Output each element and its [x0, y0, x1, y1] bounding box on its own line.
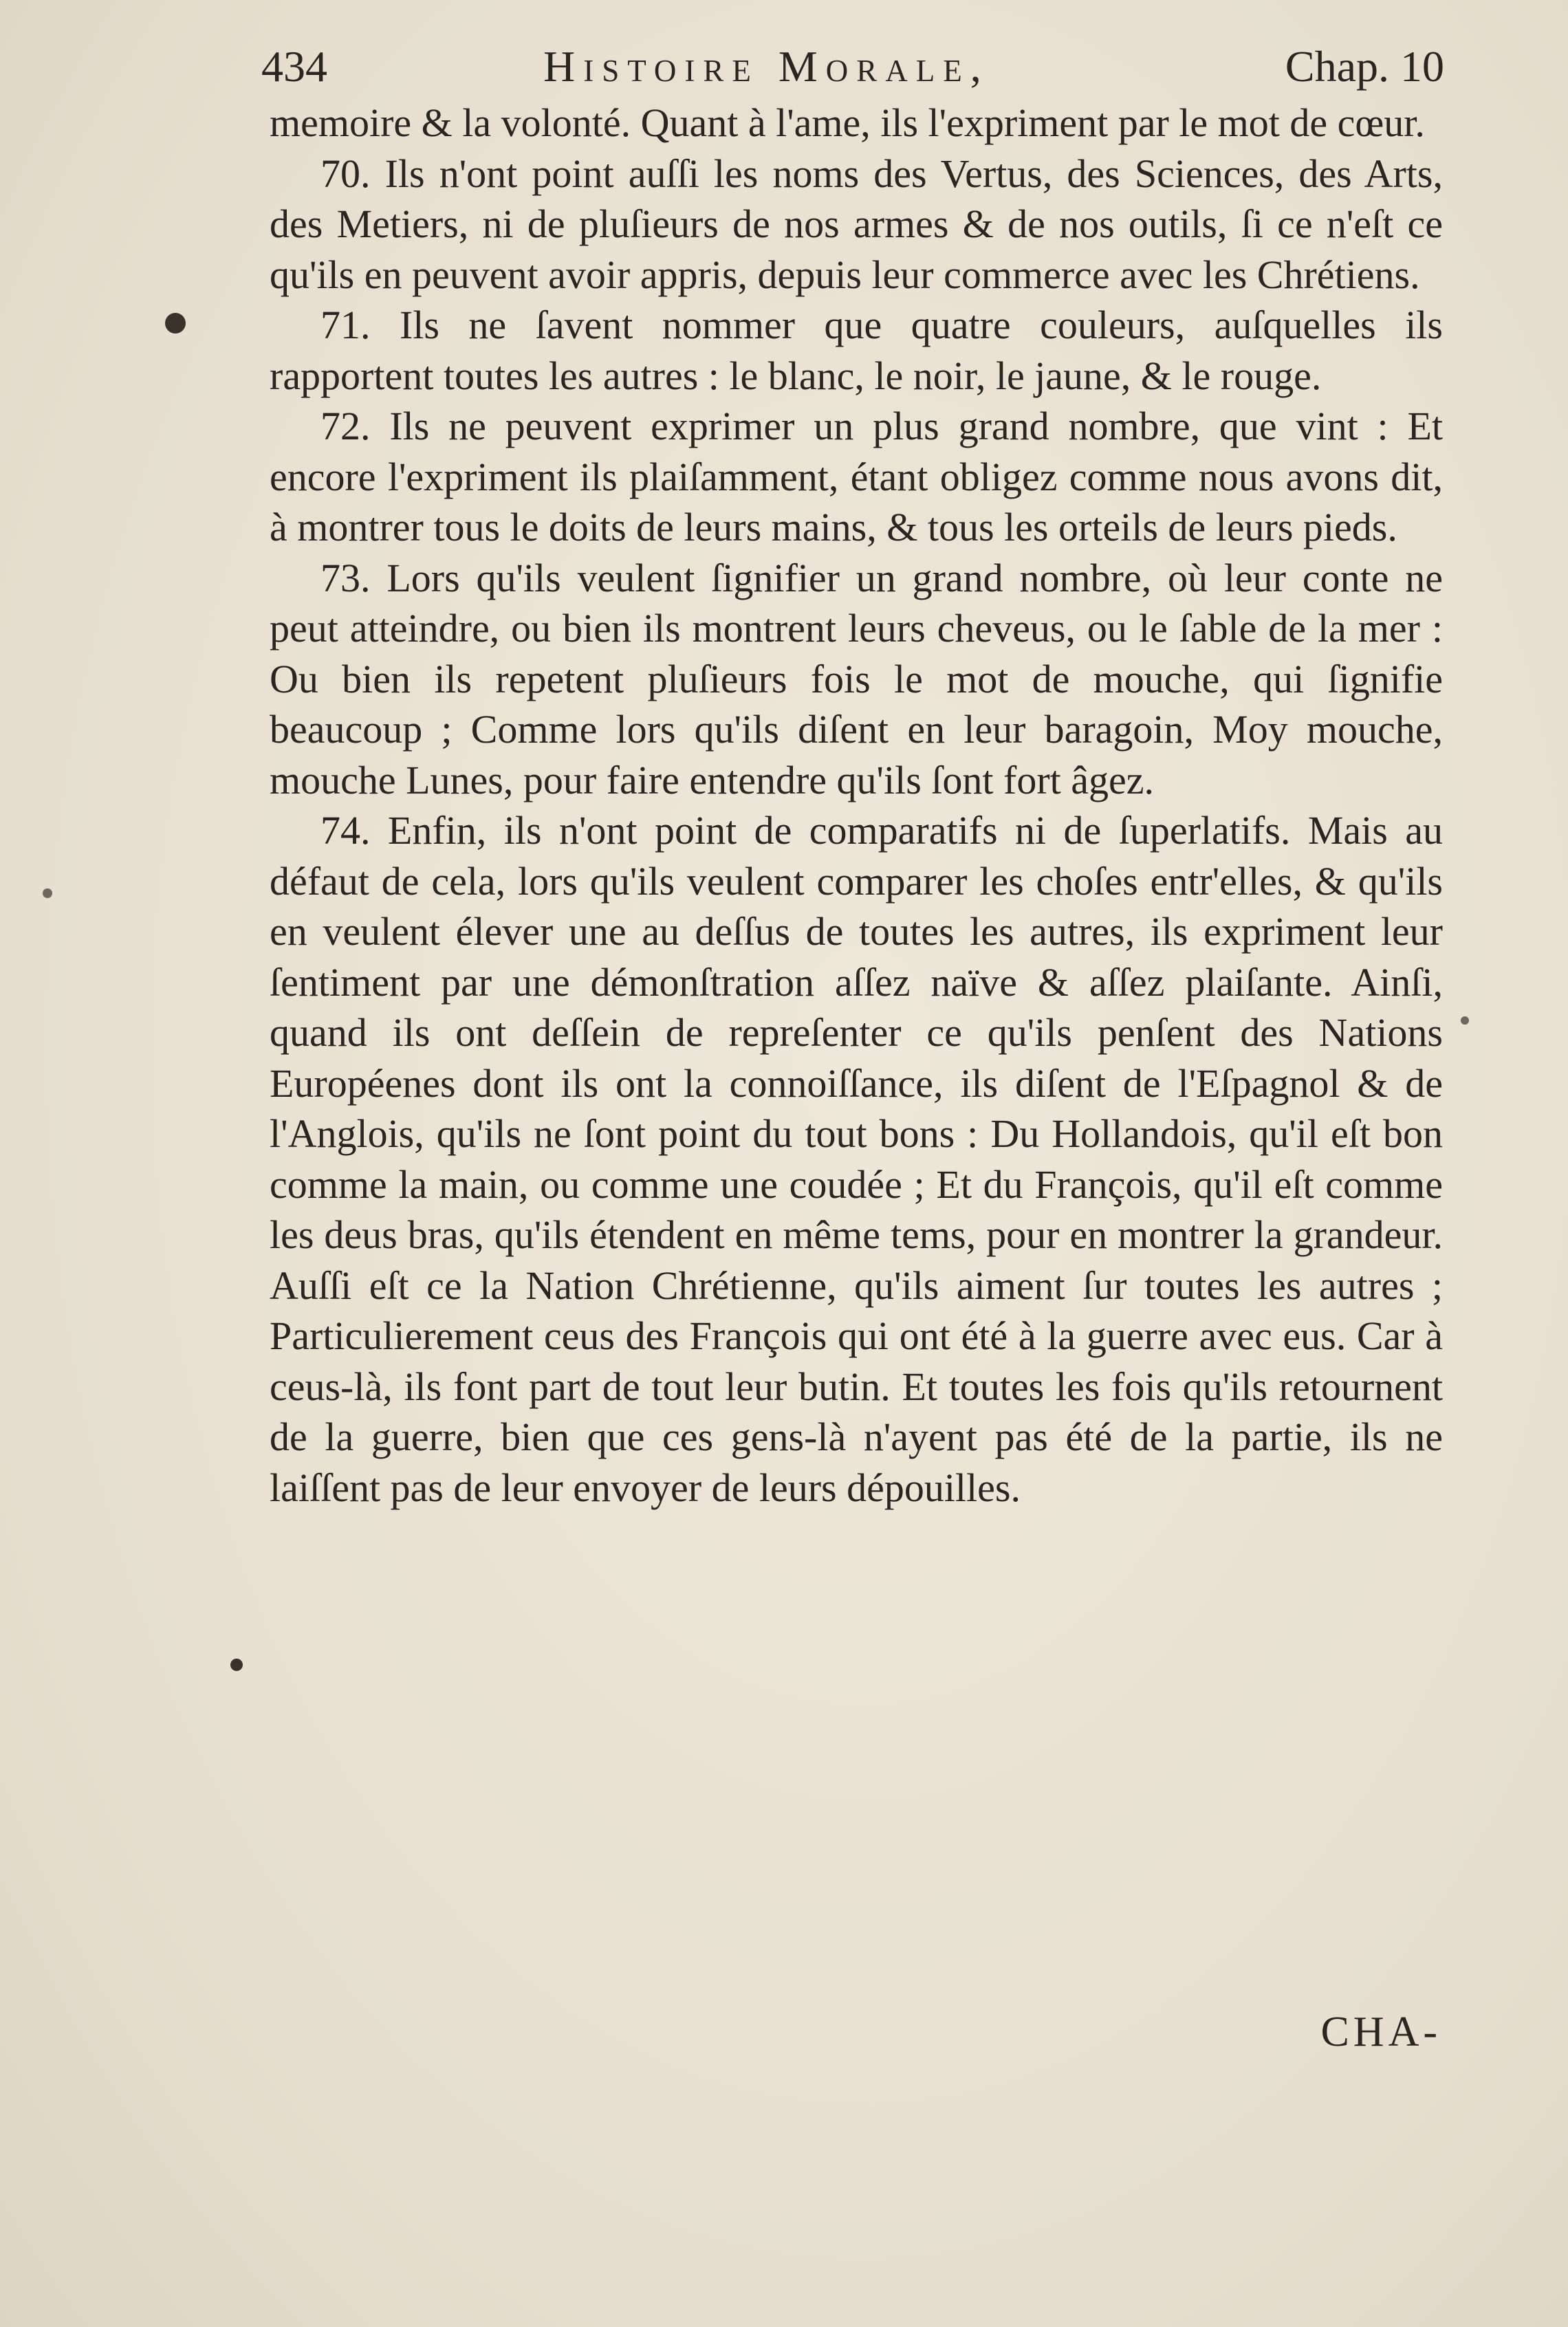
chapter-label: Chap. 10	[1285, 42, 1444, 91]
ink-spot-mark	[165, 313, 186, 334]
paragraph-74: 74. Enfin, ils n'ont point de comparatifs ni de ſuperlatifs. Mais au défaut de cela, lors qu'ils veulent comparer les choſes entr'elles, & qu'ils en veulent élever une au deſſus de toutes les autres, ils expriment leur ſentiment par une démonſtration aſſez naïve & aſſez plaiſante. Ainſi, quand ils ont deſſein de repreſenter ce qu'ils penſent des Nations Européenes dont ils ont la connoiſſance, ils diſent de l'Eſpagnol & de l'Anglois, qu'ils ne ſont point du tout bons : Du Hollandois, qu'il eſt bon comme la main, ou comme une coudée ; Et du François, qu'il eſt comme les deus bras, qu'ils étendent en même tems, pour en montrer la grandeur. Auſſi eſt ce la Nation Chrétienne, qu'ils aiment ſur toutes les autres ; Particulierement ceus des François qui ont été à la guerre avec eus. Car à ceus-là, ils font part de tout leur butin. Et toutes les fois qu'ils retournent de la guerre, bien que ces gens-là n'ayent pas été de la partie, ils ne laiſſent pas de leur envoyer de leurs dépouilles.	[270, 808, 1443, 1510]
paragraph-72: 72. Ils ne peuvent exprimer un plus grand nombre, que vint : Et encore l'expriment ils plaiſamment, étant obligez comme nous avons dit, à montrer tous le doits de leurs mains, & tous les orteils de leurs pieds.	[270, 404, 1443, 549]
ink-spot-mark	[43, 888, 52, 898]
running-header	[261, 36, 1444, 98]
body-text	[270, 98, 1443, 1513]
paragraph-73: 73. Lors qu'ils veulent ſignifier un grand nombre, où leur conte ne peut atteindre, ou bien ils montrent leurs cheveus, ou le ſable de la mer : Ou bien ils repetent pluſieurs fois le mot de mouche, qui ſignifie beaucoup ; Comme lors qu'ils diſent en leur baragoin, Moy mouche, mouche Lunes, pour faire entendre qu'ils ſont fort âgez.	[270, 555, 1443, 802]
running-title: Histoire Morale,	[543, 42, 990, 91]
paragraph-69-end: memoire & la volonté. Quant à l'ame, ils l'expriment par le mot de cœur.	[270, 100, 1425, 145]
catchword: CHA-	[1320, 2009, 1441, 2055]
paragraph-70: 70. Ils n'ont point auſſi les noms des Vertus, des Sciences, des Arts, des Metiers, ni de pluſieurs de nos armes & de nos outils, ſi ce n'eſt ce qu'ils en peuvent avoir appris, depuis leur commerce avec les Chrétiens.	[270, 151, 1443, 297]
ink-spot-mark	[230, 1659, 243, 1671]
ink-spot-mark	[1461, 1016, 1469, 1025]
paragraph-71: 71. Ils ne ſavent nommer que quatre couleurs, auſquelles ils rapportent toutes les autres : le blanc, le noir, le jaune, & le rouge.	[270, 303, 1443, 398]
page-number: 434	[261, 42, 327, 91]
